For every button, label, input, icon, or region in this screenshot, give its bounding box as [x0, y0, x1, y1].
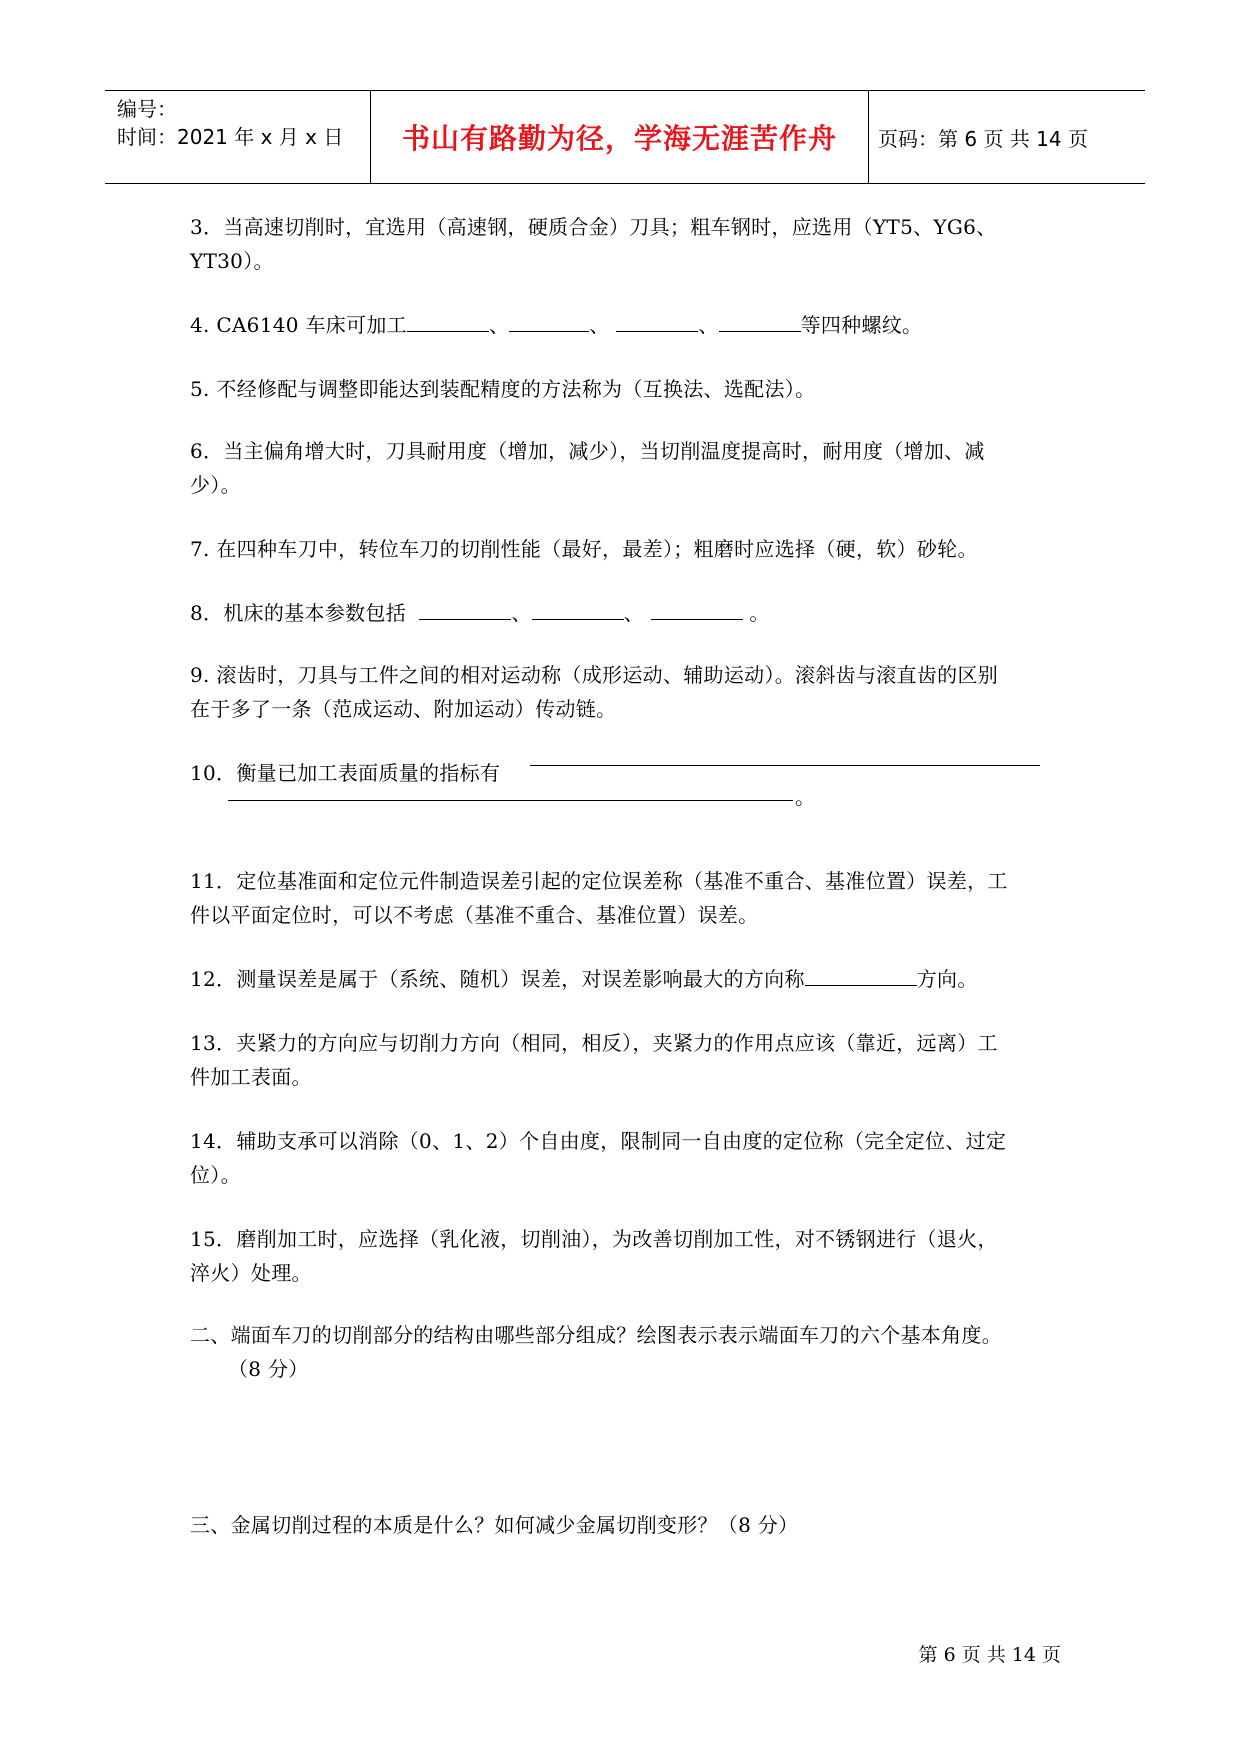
separator: 、 [623, 601, 644, 625]
question-12-prefix: 12．测量误差是属于（系统、随机）误差，对误差影响最大的方向称 [190, 967, 805, 991]
question-10-suffix: 。 [795, 785, 816, 809]
question-14-line-1: 14．辅助支承可以消除（0、1、2）个自由度，限制同一自由度的定位称（完全定位、过定 [190, 1129, 1007, 1153]
section-3-text: 三、金属切削过程的本质是什么？如何减少金属切削变形？（8 分） [190, 1513, 799, 1537]
question-10-end [795, 780, 835, 814]
question-3-line-1: 3．当高速切削时，宜选用（高速钢，硬质合金）刀具；粗车钢时，应选用（YT5、YG6、 [190, 215, 997, 239]
answer-blank [407, 309, 489, 332]
answer-blank [616, 309, 698, 332]
answer-blank [719, 309, 801, 332]
question-11-line-2: 件以平面定位时，可以不考虑（基准不重合、基准位置）误差。 [190, 903, 759, 927]
serial-label: 编号： [117, 97, 177, 121]
question-6-line-1: 6．当主偏角增大时，刀具耐用度（增加，减少），当切削温度提高时，耐用度（增加、减 [190, 439, 985, 463]
motto-text: 书山有路勤为径，学海无涯苦作舟 [401, 122, 837, 155]
separator: 、 [488, 313, 510, 337]
question-8 [190, 596, 1070, 630]
question-7-text: 7. 在四种车刀中，转位车刀的切削性能（最好，最差）；粗磨时应选择（硬，软）砂轮。 [190, 537, 978, 561]
question-9 [190, 658, 1070, 726]
question-12 [190, 962, 1070, 996]
question-3-line-2: YT30）。 [190, 249, 274, 273]
question-5 [190, 372, 1070, 406]
question-11 [190, 864, 1070, 932]
question-8-suffix: 。 [749, 601, 770, 625]
question-12-suffix: 方向。 [916, 967, 978, 991]
question-4-suffix: 等四种螺纹。 [800, 313, 923, 337]
page-footer: 第 6 页 共 14 页 [918, 1644, 1061, 1666]
section-3 [190, 1508, 1070, 1542]
answer-line [228, 800, 793, 801]
section-2 [190, 1318, 1070, 1386]
question-10 [190, 756, 1070, 790]
question-15-line-1: 15．磨削加工时，应选择（乳化液，切削油），为改善切削加工性，对不锈钢进行（退火， [190, 1227, 998, 1251]
question-9-line-2: 在于多了一条（范成运动、附加运动）传动链。 [190, 697, 617, 721]
separator: 、 [698, 313, 719, 337]
question-15 [190, 1222, 1070, 1290]
header-page-info: 页码：第 6 页 共 14 页 [878, 127, 1088, 151]
question-9-line-1: 9. 滚齿时，刀具与工件之间的相对运动称（成形运动、辅助运动）。滚斜齿与滚直齿的区别 [190, 663, 999, 687]
question-8-prefix: 8．机床的基本参数包括 [190, 601, 407, 625]
answer-line [530, 765, 1040, 766]
section-2-line-1: 二、端面车刀的切削部分的结构由哪些部分组成？绘图表示表示端面车刀的六个基本角度。 [190, 1323, 1002, 1347]
page-header [105, 90, 1145, 184]
header-motto-cell [370, 91, 869, 183]
question-6-line-2: 少）。 [190, 473, 241, 497]
answer-blank [509, 309, 589, 332]
question-6 [190, 434, 1070, 502]
answer-blank [419, 597, 511, 620]
separator: 、 [589, 313, 610, 337]
answer-blank [651, 597, 743, 620]
question-13-line-1: 13．夹紧力的方向应与切削力方向（相同，相反），夹紧力的作用点应该（靠近，远离）工 [190, 1031, 998, 1055]
answer-blank [805, 963, 917, 986]
header-page-cell [868, 91, 1145, 183]
question-5-text: 5. 不经修配与调整即能达到装配精度的方法称为（互换法、选配法）。 [190, 377, 816, 401]
answer-blank [532, 597, 624, 620]
question-13 [190, 1026, 1070, 1094]
section-2-line-2: （8 分） [228, 1357, 309, 1381]
question-4-prefix: 4. CA6140 车床可加工 [190, 313, 407, 337]
header-left-cell [105, 91, 370, 183]
question-15-line-2: 淬火）处理。 [190, 1261, 312, 1285]
time-label: 时间：2021 年 x 月 x 日 [117, 125, 344, 149]
question-10-prefix: 10．衡量已加工表面质量的指标有 [190, 761, 501, 785]
question-13-line-2: 件加工表面。 [190, 1065, 312, 1089]
question-14-line-2: 位）。 [190, 1163, 241, 1187]
question-11-line-1: 11．定位基准面和定位元件制造误差引起的定位误差称（基准不重合、基准位置）误差，工 [190, 869, 1008, 893]
question-7 [190, 532, 1070, 566]
question-3 [190, 210, 1070, 278]
question-4 [190, 308, 1070, 342]
question-14 [190, 1124, 1070, 1192]
separator: 、 [511, 601, 532, 625]
